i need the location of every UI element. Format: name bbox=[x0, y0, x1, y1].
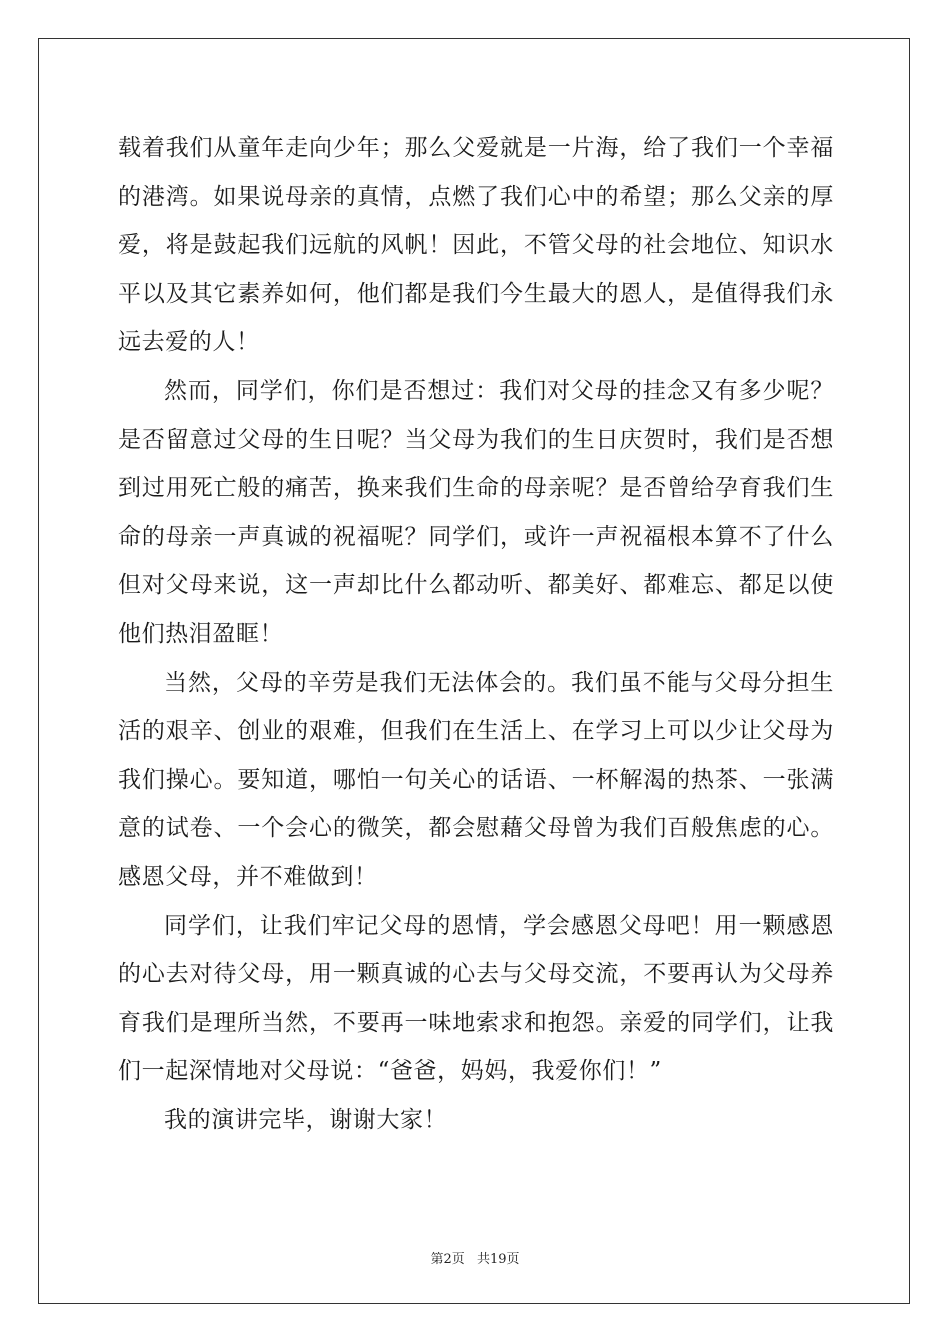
paragraph-2: 然而，同学们，你们是否想过：我们对父母的挂念又有多少呢？是否留意过父母的生日呢？当父母为我们的生日庆贺时，我们是否想到过用死亡般的痛苦，换来我们生命的母亲呢？是否曾给孕育我们生命的母亲一声真诚的祝福呢？同学们，或许一声祝福根本算不了什么但对父母来说，这一声却比什么都动听、都美好、都难忘、都足以使他们热泪盈眶！ bbox=[118, 377, 834, 647]
document-body bbox=[118, 124, 834, 1144]
page-footer bbox=[0, 1248, 950, 1267]
total-pages: 共19页 bbox=[476, 1252, 520, 1267]
paragraph-4: 同学们，让我们牢记父母的恩情，学会感恩父母吧！用一颗感恩的心去对待父母，用一颗真诚的心去与父母交流，不要再认为父母养育我们是理所当然，不要再一味地索求和抱怨。亲爱的同学们，让我们一起深情地对父母说：“爸爸，妈妈，我爱你们！” bbox=[118, 912, 834, 1085]
paragraph-3: 当然，父母的辛劳是我们无法体会的。我们虽不能与父母分担生活的艰辛、创业的艰难，但我们在生活上、在学习上可以少让父母为我们操心。要知道，哪怕一句关心的话语、一杯解渴的热茶、一张满意的试卷、一个会心的微笑，都会慰藉父母曾为我们百般焦虑的心。感恩父母，并不难做到！ bbox=[118, 669, 834, 890]
page-number: 第2页 bbox=[430, 1252, 465, 1267]
paragraph-5: 我的演讲完毕，谢谢大家！ bbox=[164, 1106, 448, 1133]
paragraph-1: 载着我们从童年走向少年；那么父爱就是一片海，给了我们一个幸福的港湾。如果说母亲的真情，点燃了我们心中的希望；那么父亲的厚爱，将是鼓起我们远航的风帆！因此，不管父母的社会地位、知识水平以及其它素养如何，他们都是我们今生最大的恩人，是值得我们永远去爱的人！ bbox=[118, 135, 834, 356]
